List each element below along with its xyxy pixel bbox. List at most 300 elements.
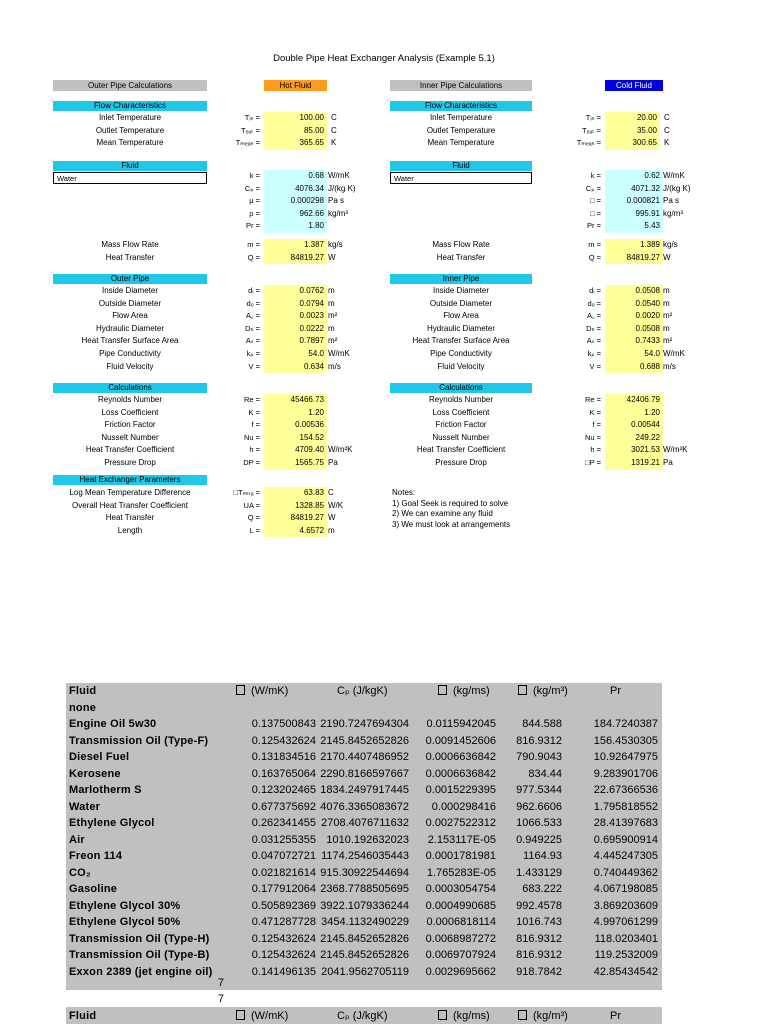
right-calc-labels — [390, 394, 532, 470]
missing-glyph-icon — [236, 685, 245, 695]
label: Flow Area — [112, 311, 148, 321]
symbol: Nu = — [584, 432, 601, 442]
unit: m² — [328, 336, 338, 346]
unit: J/(kg K) — [328, 183, 356, 193]
symbol: V = — [589, 361, 601, 371]
outer-pipe-calculations-header: Outer Pipe Calculations — [53, 80, 207, 91]
symbol: dₒ = — [587, 298, 601, 308]
symbol: Tₘₑₐₙ = — [235, 138, 260, 148]
left-fluid-header: Fluid — [53, 161, 207, 171]
prandtl-cell: 28.41397683 — [593, 817, 658, 829]
table-row[interactable] — [66, 716, 662, 733]
density-cell: 816.9312 — [516, 932, 562, 945]
viscosity-cell: 0.0027522312 — [425, 817, 496, 829]
note: 3) We must look at arrangements — [392, 519, 511, 529]
mean-temperature-value: 300.65 — [632, 138, 657, 148]
right-flow-labels — [390, 112, 532, 150]
inlet-temperature-value[interactable]: 100.00 — [299, 113, 324, 122]
hydraulic-diameter-value: 0.0222 — [299, 323, 324, 333]
table-row[interactable] — [66, 733, 662, 750]
prandtl-cell: 1.795818552 — [593, 800, 658, 813]
header-text: (W/mK) — [251, 685, 289, 697]
unit: W/mK — [328, 348, 350, 358]
viscosity-cell: 0.0068987272 — [425, 932, 496, 945]
specific-heat-cell: 2368.7788505695 — [320, 883, 409, 895]
density-cell: 977.5344 — [516, 784, 562, 796]
specific-heat-cell: 2290.8166597667 — [320, 767, 409, 780]
symbol: L = — [249, 525, 260, 535]
unit: C — [331, 125, 337, 135]
prandtl-cell: 0.740449362 — [593, 866, 658, 879]
left-flow-labels — [53, 112, 207, 150]
specific-heat-cell: 2708.4076711632 — [321, 817, 409, 829]
label: Fluid Velocity — [106, 361, 154, 371]
fluid-properties-table — [66, 683, 662, 980]
symbol: h = — [249, 445, 260, 455]
label: Loss Coefficient — [432, 407, 490, 417]
table-row[interactable] — [66, 848, 662, 865]
specific-heat-cell: 1834.2497917445 — [320, 784, 409, 796]
fluid-name-cell: Ethylene Glycol 30% — [69, 899, 181, 912]
fluid-properties-table-2 — [66, 1008, 662, 1025]
value: 0.62 — [644, 171, 660, 180]
pressure-drop-value: 1565.75 — [295, 457, 324, 467]
prandtl-cell: 10.92647975 — [593, 751, 658, 763]
label: Pressure Drop — [435, 457, 487, 467]
unit: W — [663, 252, 671, 262]
prandtl-cell: 0.695900914 — [593, 833, 658, 846]
unit: m² — [328, 311, 338, 321]
value: 4071.32 — [631, 183, 660, 193]
label: Friction Factor — [435, 420, 487, 430]
value: 0.68 — [308, 171, 324, 180]
fluid-name-cell: Transmission Oil (Type-F) — [69, 734, 209, 747]
symbol: dᵢ = — [589, 286, 601, 295]
loss-coefficient-value[interactable]: 1.20 — [308, 407, 324, 417]
conductivity-cell: 0.505892369 — [251, 899, 316, 912]
header-text: (kg/ms) — [453, 685, 490, 697]
label: Inside Diameter — [101, 286, 159, 295]
mass-flow-rate-value: 1.389 — [639, 240, 660, 249]
notes — [392, 488, 510, 530]
prandtl-cell: 4.997061299 — [593, 916, 658, 928]
label: Mass Flow Rate — [432, 240, 490, 249]
specific-heat-cell: 2041.9562705119 — [321, 965, 409, 978]
symbol: Cₚ = — [244, 183, 260, 193]
density-cell: 1164.93 — [523, 850, 562, 862]
unit — [328, 407, 368, 420]
specific-heat-cell: 3922.1079336244 — [320, 899, 409, 912]
table-row[interactable] — [66, 898, 662, 915]
unit: m — [328, 525, 335, 535]
label: Length — [117, 525, 143, 535]
viscosity-cell: 0.0069707924 — [425, 949, 496, 961]
label: Mean Temperature — [96, 138, 164, 148]
value: 0.000821 — [626, 196, 660, 206]
table-header-row — [66, 683, 662, 700]
nusselt-number-value: 154.52 — [299, 432, 324, 442]
symbol: Tᵢₙ = — [244, 113, 260, 122]
label: Inlet Temperature — [429, 113, 493, 122]
hx-units — [328, 487, 368, 537]
cold-fluid-header: Cold Fluid — [605, 80, 663, 91]
reynolds-number-value: 42406.79 — [626, 395, 660, 404]
symbol: Q = — [588, 252, 601, 262]
symbol: Pr = — [587, 221, 601, 231]
symbol: dₒ = — [246, 298, 260, 308]
table-header-row — [66, 1008, 662, 1025]
value: 5.43 — [644, 221, 660, 231]
hydraulic-diameter-value: 0.0508 — [635, 323, 660, 333]
outer-pipe-header: Outer Pipe — [53, 274, 207, 284]
trailing-value: 7 — [217, 977, 224, 989]
symbol: k = — [590, 171, 601, 180]
outlet-temperature-value[interactable]: 35.00 — [636, 125, 657, 135]
pipe-conductivity-value[interactable]: 54.0 — [308, 348, 324, 358]
left-pipe-symbols — [200, 285, 260, 373]
symbol: m = — [247, 240, 260, 249]
right-calc-values — [605, 394, 663, 470]
inside-diameter-value[interactable]: 0.0508 — [635, 286, 660, 295]
unit: m/s — [663, 361, 676, 371]
specific-heat-cell: 3454.1132490229 — [321, 916, 409, 928]
left-calc-labels — [53, 394, 207, 470]
inlet-temperature-value[interactable]: 20.00 — [636, 113, 657, 122]
unit: m² — [663, 311, 673, 321]
hx-heat-transfer-value: 84819.27 — [290, 513, 324, 523]
fluid-name-cell: Transmission Oil (Type-B) — [69, 949, 210, 961]
table-row[interactable] — [66, 931, 662, 948]
lmtd-value: 63.83 — [303, 488, 324, 497]
pipe-conductivity-value[interactable]: 54.0 — [644, 348, 660, 358]
symbol: Cₚ = — [585, 183, 601, 193]
heat-exchanger-parameters-header: Heat Exchanger Parameters — [53, 475, 207, 485]
specific-heat-cell: 2170.4407486952 — [320, 751, 409, 763]
mass-flow-rate-value[interactable]: 1.387 — [303, 240, 324, 249]
viscosity-column-header — [438, 683, 490, 700]
conductivity-cell: 0.131834516 — [251, 751, 316, 763]
unit — [663, 220, 713, 233]
outside-diameter-value[interactable]: 0.0794 — [299, 298, 324, 308]
viscosity-cell: 0.0115942045 — [426, 718, 496, 730]
unit — [328, 419, 368, 432]
viscosity-cell: 1.765283E-05 — [426, 866, 496, 879]
table-body — [66, 700, 662, 981]
unit: m² — [663, 336, 673, 346]
symbol: Tᵢₙ = — [585, 113, 601, 122]
value: 1.80 — [308, 221, 324, 231]
label: Outlet Temperature — [426, 125, 496, 135]
prandtl-cell: 4.445247305 — [593, 850, 658, 862]
friction-factor-value: 0.00544 — [631, 420, 660, 430]
symbol: K = — [589, 407, 601, 417]
density-cell: 834.44 — [528, 767, 562, 780]
unit: C — [664, 125, 670, 135]
label: Reynolds Number — [97, 395, 163, 404]
unit: m — [663, 298, 670, 308]
prandtl-cell: 118.0203401 — [594, 932, 658, 945]
conductivity-cell: 0.125432624 — [251, 734, 316, 747]
heat-transfer-value: 84819.27 — [290, 252, 324, 262]
left-flow-units — [331, 112, 371, 150]
unit — [328, 220, 378, 233]
unit: m — [328, 323, 335, 333]
table-row[interactable] — [66, 799, 662, 816]
right-flow2-units — [663, 239, 703, 264]
symbol: h = — [590, 445, 601, 455]
density-column-header — [518, 1008, 568, 1025]
density-cell: 918.7842 — [516, 965, 562, 978]
label: Fluid Velocity — [437, 361, 485, 371]
right-calc-symbols — [541, 394, 601, 470]
unit: Pa — [663, 457, 673, 467]
density-cell: 1016.743 — [516, 916, 562, 928]
right-fluid-header: Fluid — [390, 161, 532, 171]
unit: kg/s — [328, 240, 343, 249]
right-pipe-units — [663, 285, 703, 373]
right-pipe-values[interactable] — [605, 285, 663, 373]
conductivity-cell: 0.031255355 — [251, 833, 316, 846]
density-cell: 683.222 — [522, 883, 562, 895]
heat-transfer-value: 84819.27 — [626, 252, 660, 262]
symbol: dᵢ = — [248, 286, 260, 295]
table-row[interactable] — [66, 832, 662, 849]
label: Outlet Temperature — [95, 125, 165, 135]
prandtl-column-header: Pr — [610, 1010, 621, 1022]
surface-area-value: 0.7433 — [635, 336, 660, 346]
symbol: Dₕ = — [586, 323, 601, 333]
specific-heat-cell: 2190.7247694304 — [320, 718, 409, 730]
fluid-name-cell: Diesel Fuel — [69, 751, 130, 763]
density-cell: 790.9043 — [516, 751, 562, 763]
inside-diameter-value[interactable]: 0.0762 — [299, 286, 324, 295]
symbol: A꜀ = — [245, 311, 260, 321]
right-fluid-symbols — [541, 170, 601, 233]
unit: m — [328, 286, 335, 295]
symbol: DP = — [243, 457, 260, 467]
fluid-column-header: Fluid — [69, 1010, 97, 1022]
missing-glyph-icon — [438, 1010, 447, 1020]
left-flow2-values[interactable] — [264, 239, 327, 264]
heat-transfer-coefficient-value: 3021.53 — [631, 445, 660, 455]
left-flow-characteristics-header: Flow Characteristics — [53, 101, 207, 111]
conductivity-cell: 0.123202465 — [251, 784, 316, 796]
conductivity-cell: 0.163765064 — [251, 767, 316, 780]
left-flow-symbols — [200, 112, 260, 150]
table-row[interactable] — [66, 700, 662, 717]
hx-values — [264, 487, 327, 537]
density-cell: 1.433129 — [516, 866, 562, 879]
unit: K — [664, 138, 670, 148]
table-row[interactable] — [66, 749, 662, 766]
table-row[interactable] — [66, 964, 662, 981]
outlet-temperature-value[interactable]: 85.00 — [303, 125, 324, 135]
unit: kg/m³ — [328, 208, 348, 218]
viscosity-cell: 0.0015229395 — [425, 784, 496, 796]
label: Hydraulic Diameter — [426, 323, 496, 333]
symbol: V = — [248, 361, 260, 371]
right-fluid-units — [663, 170, 713, 233]
unit: C — [664, 113, 670, 122]
density-column-header — [518, 683, 568, 700]
right-pipe-symbols — [541, 285, 601, 373]
label: Hydraulic Diameter — [95, 323, 165, 333]
flow-area-value: 0.0020 — [635, 311, 660, 321]
unit: W — [328, 252, 336, 262]
symbol: k = — [249, 171, 260, 180]
label: Outside Diameter — [98, 298, 162, 308]
reynolds-number-value: 45466.73 — [290, 395, 324, 404]
header-text: (kg/m³) — [533, 685, 568, 697]
value: 4076.34 — [295, 183, 324, 193]
unit — [663, 407, 703, 420]
fluid-name-cell: Freon 114 — [69, 850, 123, 862]
right-flow-characteristics-header: Flow Characteristics — [390, 101, 532, 111]
length-value[interactable]: 4.6572 — [299, 525, 324, 535]
label: Inside Diameter — [432, 286, 490, 295]
pressure-drop-value: 1319.21 — [631, 457, 660, 467]
table-row[interactable] — [66, 865, 662, 882]
right-fluid-values — [605, 170, 663, 233]
loss-coefficient-value[interactable]: 1.20 — [644, 407, 660, 417]
label: Inlet Temperature — [98, 113, 162, 122]
viscosity-cell: 0.0004990685 — [425, 899, 496, 912]
hx-symbols — [200, 487, 260, 537]
left-flow2-symbols — [200, 239, 260, 264]
prandtl-cell: 22.67366536 — [593, 784, 658, 796]
header-text: (W/mK) — [251, 1010, 289, 1022]
label: Log Mean Temperature Difference — [69, 488, 191, 497]
left-calc-values — [264, 394, 327, 470]
label: Pipe Conductivity — [99, 348, 161, 358]
specific-heat-cell: 2145.8452652826 — [320, 734, 409, 747]
unit: kg/m³ — [663, 208, 683, 218]
unit: J/(kg K) — [663, 183, 691, 193]
viscosity-cell: 0.0001781981 — [425, 850, 496, 862]
symbol: kₚ = — [246, 348, 260, 358]
density-cell: 0.949225 — [516, 833, 562, 846]
density-cell: 992.4578 — [516, 899, 562, 912]
table-row[interactable] — [66, 914, 662, 931]
fluid-velocity-value: 0.634 — [303, 361, 324, 371]
trailing-value: 7 — [217, 993, 224, 1005]
conductivity-column-header — [236, 1008, 288, 1025]
label: Heat Transfer Surface Area — [81, 336, 179, 346]
label: Loss Coefficient — [101, 407, 159, 417]
fluid-velocity-value: 0.688 — [639, 361, 660, 371]
viscosity-cell: 0.0029695662 — [425, 965, 496, 978]
fluid-name-cell: Engine Oil 5w30 — [69, 718, 157, 730]
symbol: K = — [248, 407, 260, 417]
symbol: Pr = — [246, 221, 260, 231]
specific-heat-column-header: Cₚ (J/kgK) — [337, 685, 388, 697]
conductivity-cell: 0.471287728 — [251, 916, 316, 928]
unit — [663, 419, 703, 432]
symbol: Re = — [584, 395, 601, 404]
viscosity-cell: 0.0006636842 — [425, 767, 496, 780]
label: Heat Transfer — [436, 252, 486, 262]
fluid-column-header: Fluid — [69, 685, 97, 697]
table-row[interactable] — [66, 766, 662, 783]
symbol: μ = — [249, 196, 260, 206]
table-row[interactable] — [66, 782, 662, 799]
left-flow-values[interactable] — [264, 112, 327, 150]
left-pipe-values[interactable] — [264, 285, 327, 373]
table-row[interactable] — [66, 881, 662, 898]
specific-heat-cell: 4076.3365083672 — [320, 800, 409, 813]
hx-labels — [40, 487, 220, 537]
label: Pipe Conductivity — [430, 348, 492, 358]
symbol: ρ = — [249, 208, 260, 218]
density-cell: 816.9312 — [516, 734, 562, 747]
outside-diameter-value[interactable]: 0.0540 — [635, 298, 660, 308]
viscosity-cell: 0.0006818114 — [426, 916, 496, 928]
nusselt-number-value: 249.22 — [635, 432, 660, 442]
unit: Pa — [328, 457, 338, 467]
right-flow-symbols — [541, 112, 601, 150]
density-cell: 816.9312 — [516, 949, 562, 961]
left-flow2-labels — [53, 239, 207, 264]
symbol: Re = — [243, 395, 260, 404]
note: Notes: — [392, 488, 416, 497]
surface-area-value: 0.7897 — [299, 336, 324, 346]
conductivity-cell: 0.141496135 — [251, 965, 316, 978]
symbol: UA = — [243, 500, 260, 510]
label: Outside Diameter — [429, 298, 493, 308]
left-calc-units — [328, 394, 368, 470]
friction-factor-value: 0.00536 — [295, 420, 324, 430]
right-flow2-symbols — [541, 239, 601, 264]
label: Pressure Drop — [104, 457, 156, 467]
ua-value: 1328.85 — [295, 500, 324, 510]
table-row[interactable] — [66, 815, 662, 832]
prandtl-cell: 184.7240387 — [593, 718, 658, 730]
fluid-name-cell: Ethylene Glycol — [69, 817, 155, 829]
unit — [328, 394, 368, 407]
fluid-name-cell: Gasoline — [69, 883, 118, 895]
viscosity-cell: 2.153117E-05 — [427, 833, 496, 846]
right-flow-values[interactable] — [605, 112, 660, 150]
inner-pipe-calculations-header: Inner Pipe Calculations — [390, 80, 532, 91]
missing-glyph-icon — [518, 1010, 527, 1020]
heat-transfer-coefficient-value: 4709.40 — [295, 445, 324, 455]
viscosity-column-header — [438, 1008, 490, 1025]
left-fluid-select[interactable]: Water — [53, 172, 207, 184]
unit — [663, 432, 703, 445]
prandtl-cell: 119.2532009 — [594, 949, 658, 961]
unit: m — [328, 298, 335, 308]
prandtl-cell: 9.283901706 — [593, 767, 658, 780]
label: Heat Transfer Coefficient — [85, 445, 175, 455]
right-fluid-select[interactable]: Water — [390, 172, 532, 184]
table-row[interactable] — [66, 947, 662, 964]
left-fluid-symbols — [200, 170, 260, 233]
unit: kg/s — [663, 240, 678, 249]
hot-fluid-header: Hot Fluid — [264, 80, 327, 91]
left-flow2-units — [328, 239, 368, 264]
density-cell: 962.6606 — [516, 800, 562, 813]
unit: m — [663, 323, 670, 333]
unit: W/mK — [663, 348, 685, 358]
fluid-name-cell: Marlotherm S — [69, 784, 142, 796]
right-pipe-labels — [390, 285, 532, 373]
symbol: f = — [251, 420, 260, 430]
header-text: (kg/m³) — [533, 1010, 568, 1022]
left-fluid-values — [264, 170, 327, 233]
missing-glyph-icon — [236, 1010, 245, 1020]
missing-glyph-icon — [518, 685, 527, 695]
right-flow2-values[interactable] — [605, 239, 663, 264]
